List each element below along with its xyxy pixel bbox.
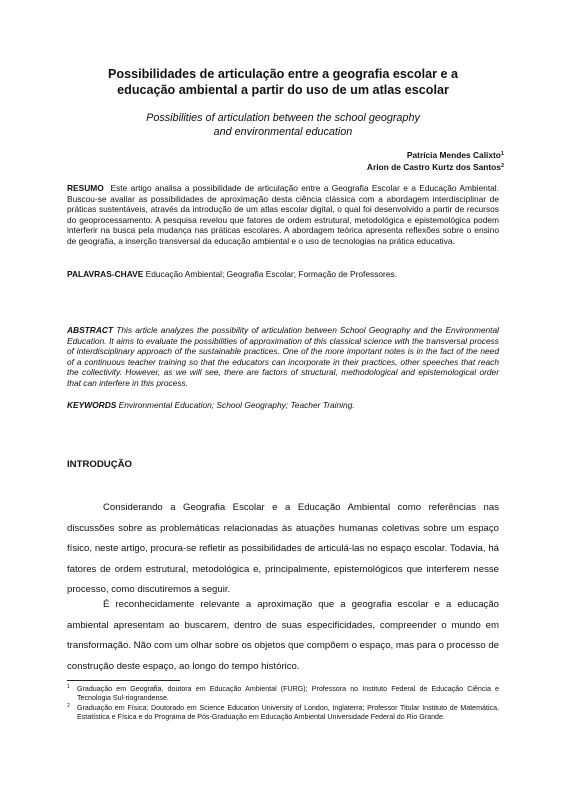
section-heading-introducao: INTRODUÇÃO	[67, 459, 133, 470]
resumo-label: RESUMO	[67, 183, 104, 193]
author-1	[367, 149, 504, 161]
abstract-label: ABSTRACT	[67, 325, 114, 335]
title-line-1: Possibilidades de articulação entre a geografia escolar e a	[108, 67, 458, 81]
author-1-footnote-mark[interactable]: 1	[500, 151, 504, 157]
subtitle-line-1: Possibilities of articulation between the school geography	[146, 112, 420, 124]
resumo-block	[67, 183, 499, 246]
abstract-block	[67, 325, 499, 388]
footnote-2-number: 2	[67, 703, 70, 709]
footnote-2	[67, 704, 499, 723]
author-1-name: Patrícia Mendes Calixto	[406, 150, 501, 160]
paper-title	[60, 66, 506, 98]
footnote-2-text: Graduação em Física; Doutorado em Science Education University of London, Inglaterra; Professor Titular Instituto de Matemática, Estatística e Física e do Programa de Pós-Graduação em Educação Ambiental Universidade Federal do Rio Grande.	[77, 704, 499, 722]
author-2-footnote-mark[interactable]: 2	[500, 163, 504, 169]
palavras-chave-block	[67, 269, 499, 280]
author-2-name: Arion de Castro Kurtz dos Santos	[366, 162, 501, 172]
intro-paragraph-2	[67, 595, 499, 677]
title-line-2: educação ambiental a partir do uso de um atlas escolar	[117, 83, 449, 97]
keywords-block	[67, 400, 499, 411]
resumo-text: Este artigo analisa a possibilidade de articulação entre a Geografia Escolar e a Educação Ambiental. Buscou-se avaliar as possibilidades de aproximação desta ciência clássica com a abordagem interdisciplinar de práticas sustentáveis, através da introdução de um atlas escolar digital, o qual foi desenvolvido a partir de recursos do geoprocessamento. A pesquisa revelou que fatores de ordem estrutural, metodológica e epistemológica podem interferir na busca pela mudança nas práticas escolares. A abordagem teórica apresenta reflexões sobre o ensino de geografia, a inserção transversal da educação ambiental e o uso de tecnologias na prática educativa.	[67, 183, 499, 246]
author-list	[367, 149, 504, 173]
palavras-chave-text: Educação Ambiental; Geografia Escolar; Formação de Professores.	[145, 269, 398, 279]
abstract-text: This article analyzes the possibility of articulation between School Geography and the Environmental Education. It aims to evaluate the possibilities of approximation of this classical science with the transversal process of interdisciplinary approach of the sustainable practices. One of the more important notes is in the fact of the need of a continuous teacher training so that the educators can incorporate in their practices, other speeches that reach the collectivity. However, as we will see, there are factors of structural, methodological and epistemological order that can interfere in this process.	[67, 325, 499, 388]
subtitle-line-2: and environmental education	[213, 126, 353, 138]
footnote-1-number: 1	[67, 684, 70, 690]
palavras-chave-label: PALAVRAS-CHAVE	[67, 269, 144, 279]
footnote-1-text: Graduação em Geografia, doutora em Educação Ambiental (FURG); Professora no Instituto Federal de Educação Ciência e Tecnologia Sul-riograndense.	[77, 685, 499, 703]
intro-paragraph-2-text: É reconhecidamente relevante a aproximação que a geografia escolar e a educação ambiental apresentam ao buscarem, dentro de suas especificidades, compreender o mundo em transformação. Não com um olhar sobre os objetos que compõem o espaço, mas para o processo de construção deste espaço, ao longo do tempo histórico.	[67, 599, 499, 672]
footnote-1	[67, 685, 499, 704]
keywords-label: KEYWORDS	[67, 400, 117, 410]
footnote-divider	[67, 680, 180, 681]
intro-paragraph-1	[67, 498, 499, 601]
intro-paragraph-1-text: Considerando a Geografia Escolar e a Educação Ambiental como referências nas discussões sobre as problemáticas relacionadas às atuações humanas coletivas sobre um espaço físico, neste artigo, procura-se refletir as possibilidades de articulá-las no espaço escolar. Todavia, há fatores de ordem estrutural, metodológica e, principalmente, epistemológicos que interferem nesse processo, como discutiremos a seguir.	[67, 502, 499, 596]
keywords-text: Environmental Education; School Geography; Teacher Training.	[118, 400, 355, 410]
paper-subtitle	[60, 111, 506, 139]
author-2	[367, 161, 504, 173]
